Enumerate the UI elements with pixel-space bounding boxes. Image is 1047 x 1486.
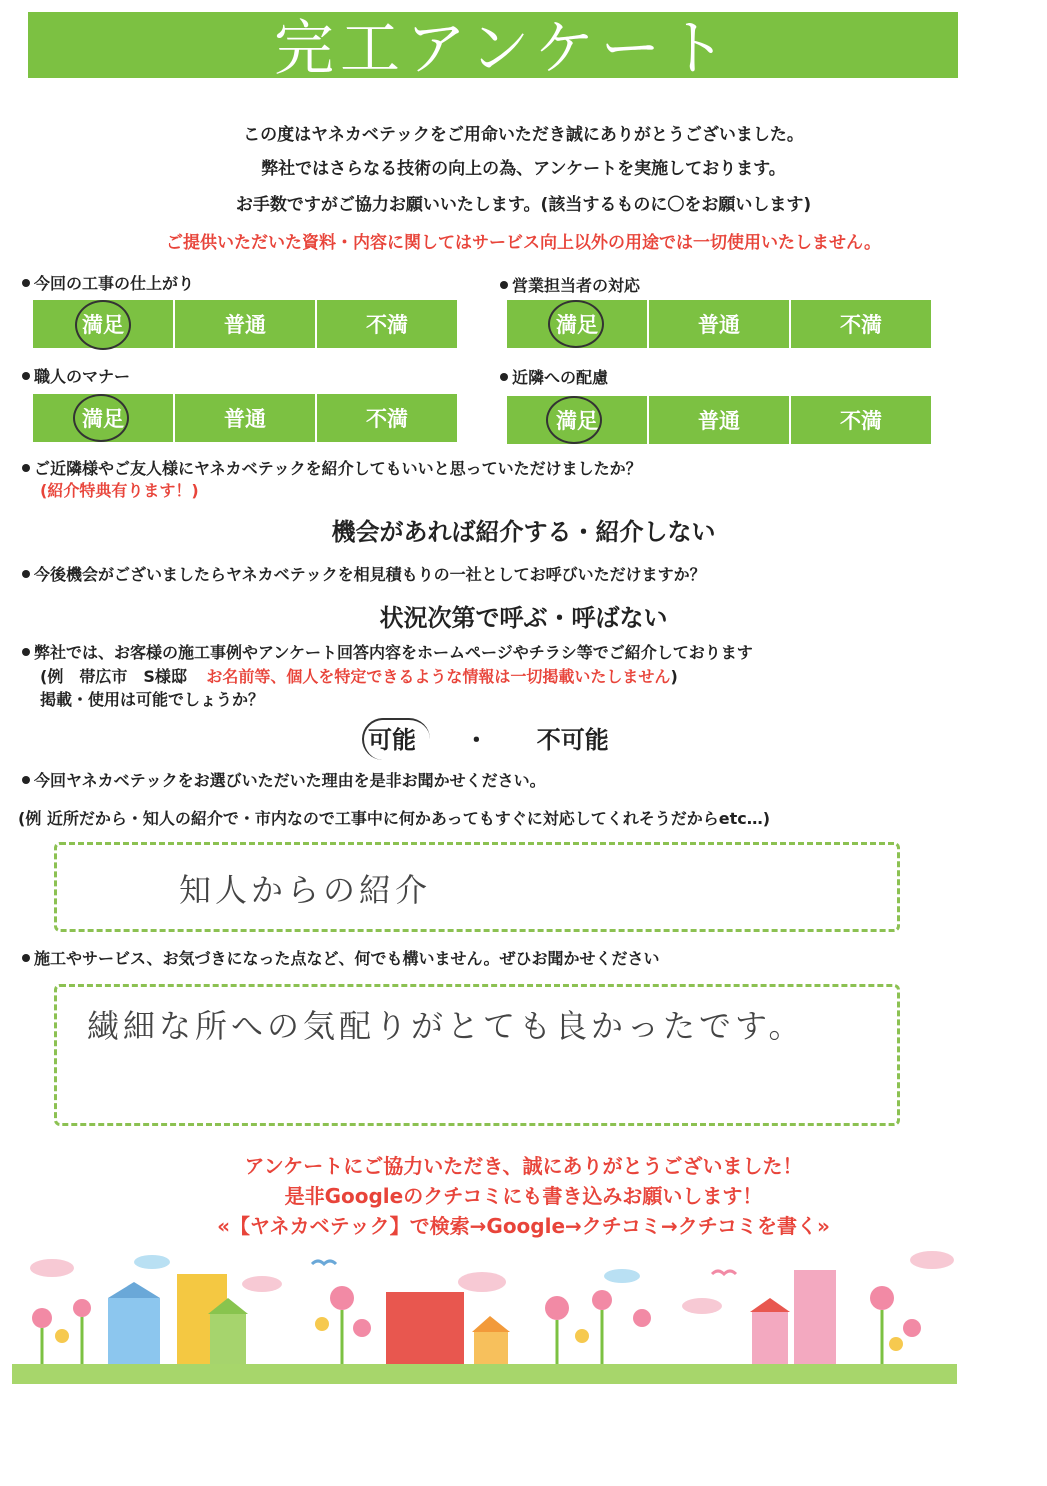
bullet-icon xyxy=(22,648,30,656)
option-normal[interactable]: 普通 xyxy=(649,300,789,348)
question-text: ご近隣様やご友人様にヤネカベテックを紹介してもいいと思っていただけましたか？ xyxy=(34,459,642,478)
selection-circle xyxy=(546,396,602,444)
closing-line-1: アンケートにご協力いただき、誠にありがとうございました！ xyxy=(244,1154,803,1178)
rating-question-finish xyxy=(22,271,194,294)
house-icon xyxy=(108,1282,160,1364)
option-satisfied[interactable]: 満足 xyxy=(507,300,647,348)
house-icon xyxy=(472,1316,510,1364)
option-possible[interactable]: 可能 xyxy=(368,726,416,754)
option-impossible[interactable]: 不可能 xyxy=(536,726,609,754)
rating-question-sales xyxy=(500,273,640,296)
reason-example: (例 近所だから・知人の紹介で・市内なので工事中に何かあってもすぐに対応してくれそうだからetc…) xyxy=(18,809,771,828)
closing-line-2: 是非Googleのクチコミにも書き込みお願いします！ xyxy=(284,1184,763,1208)
bullet-icon xyxy=(22,464,30,472)
option-normal[interactable]: 普通 xyxy=(175,394,315,442)
question-text: 弊社では、お客様の施工事例やアンケート回答内容をホームページやチラシ等でご紹介しております xyxy=(34,643,753,662)
option-normal[interactable]: 普通 xyxy=(649,396,789,444)
reason-handwritten: 知人からの紹介 xyxy=(179,871,432,909)
option-dissatisfied[interactable]: 不満 xyxy=(791,396,931,444)
bird-icon xyxy=(712,1271,736,1274)
privacy-notice: ご提供いただいた資料・内容に関してはサービス向上以外の用途では一切使用いたしません。 xyxy=(165,233,882,253)
page-title: 完工アンケート xyxy=(274,14,733,84)
example-prefix: (例 帯広市 S様邸 xyxy=(40,667,187,686)
bullet-icon xyxy=(22,279,30,287)
bullet-icon xyxy=(22,570,30,578)
intro-line-3: お手数ですがご協力お願いいたします。(該当するものに〇をお願いします) xyxy=(235,195,812,215)
question-estimate xyxy=(22,562,706,585)
option-satisfied[interactable]: 満足 xyxy=(33,394,173,442)
selection-mark xyxy=(362,718,430,760)
rating-question-neighbors xyxy=(500,365,608,388)
flower-icon xyxy=(55,1329,69,1343)
closing-line-3: «【ヤネカベテック】で検索→Google→クチコミ→クチコミを書く» xyxy=(217,1214,830,1238)
flower-icon xyxy=(315,1317,329,1331)
example-suffix: ) xyxy=(670,667,678,686)
question-comments xyxy=(22,946,659,969)
answer-separator: ・ xyxy=(464,726,489,754)
bullet-icon xyxy=(500,373,508,381)
option-dissatisfied[interactable]: 不満 xyxy=(317,300,457,348)
ground-strip xyxy=(12,1364,957,1384)
flower-icon xyxy=(889,1337,903,1351)
bullet-icon xyxy=(500,281,508,289)
option-dissatisfied[interactable]: 不満 xyxy=(791,300,931,348)
option-dissatisfied[interactable]: 不満 xyxy=(317,394,457,442)
option-satisfied[interactable]: 満足 xyxy=(507,396,647,444)
question-reason xyxy=(22,768,546,791)
referral-bonus-note: (紹介特典有ります！) xyxy=(40,481,199,500)
question-text: 施工やサービス、お気づきになった点など、何でも構いません。ぜひお聞かせください xyxy=(34,949,660,968)
rating-label: 今回の工事の仕上がり xyxy=(34,274,195,293)
option-normal[interactable]: 普通 xyxy=(175,300,315,348)
cloud-icon xyxy=(134,1255,170,1269)
publish-question-line: 掲載・使用は可能でしょうか？ xyxy=(40,690,265,709)
question-publish xyxy=(22,640,753,663)
selection-circle xyxy=(75,300,131,350)
rating-label: 営業担当者の対応 xyxy=(512,276,641,295)
intro-line-2: 弊社ではさらなる技術の向上の為、アンケートを実施しております。 xyxy=(261,159,786,179)
house-icon xyxy=(750,1298,790,1364)
bullet-icon xyxy=(22,776,30,784)
answer-referral[interactable]: 機会があれば紹介する・紹介しない xyxy=(331,518,716,546)
comments-answer-box[interactable] xyxy=(54,984,900,1126)
bullet-icon xyxy=(22,954,30,962)
title-banner xyxy=(28,12,958,84)
answer-estimate[interactable]: 状況次第で呼ぶ・呼ばない xyxy=(379,604,668,632)
rating-question-manners xyxy=(22,364,130,387)
cloud-icon xyxy=(604,1269,640,1283)
example-privacy-text: お名前等、個人を特定できるような情報は一切掲載いたしません xyxy=(206,667,671,686)
option-satisfied[interactable]: 満足 xyxy=(33,300,173,348)
bullet-icon xyxy=(22,372,30,380)
comments-handwritten: 繊細な所への気配りがとても良かったです。 xyxy=(87,1007,805,1045)
question-text: 今後機会がございましたらヤネカベテックを相見積もりの一社としてお呼びいただけますか？ xyxy=(34,565,706,584)
building-icon xyxy=(794,1270,836,1364)
selection-circle xyxy=(73,394,129,442)
intro-line-1: この度はヤネカベテックをご用命いただき誠にありがとうございました。 xyxy=(243,125,804,145)
publish-example xyxy=(40,664,678,687)
rating-label: 職人のマナー xyxy=(34,367,131,386)
bird-icon xyxy=(312,1261,336,1264)
question-text: 今回ヤネカベテックをお選びいただいた理由を是非お聞かせください。 xyxy=(34,771,546,790)
reason-answer-box[interactable] xyxy=(54,842,900,932)
building-icon xyxy=(386,1292,464,1364)
selection-circle xyxy=(548,300,604,348)
question-referral xyxy=(22,456,642,479)
rating-label: 近隣への配慮 xyxy=(512,368,609,387)
flower-icon xyxy=(575,1329,589,1343)
